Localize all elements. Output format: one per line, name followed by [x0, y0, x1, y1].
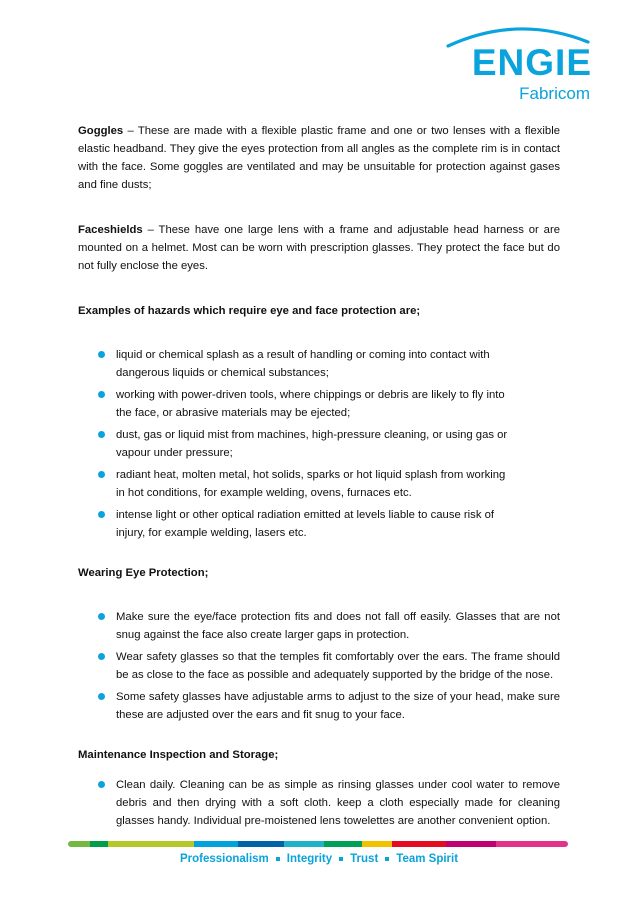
footer-bar-segment: [108, 841, 194, 847]
list-item: liquid or chemical splash as a result of handling or coming into contact with dangerous liquids or chemical substances;: [78, 346, 560, 382]
footer-value: Team Spirit: [396, 853, 459, 865]
bullet-icon: [98, 471, 105, 478]
footer-bar-segment: [362, 841, 392, 847]
hazards-heading: Examples of hazards which require eye and face protection are;: [78, 305, 421, 317]
separator-icon: [339, 857, 343, 861]
footer-value: Professionalism: [179, 853, 269, 865]
wearing-heading: Wearing Eye Protection;: [78, 567, 209, 579]
separator-icon: [385, 857, 389, 861]
footer-value: Integrity: [286, 853, 333, 865]
maintenance-heading: Maintenance Inspection and Storage;: [78, 749, 279, 761]
faceshields-paragraph: [78, 221, 560, 275]
bullet-icon: [98, 653, 105, 660]
bullet-icon: [98, 613, 105, 620]
footer-bar-segment: [238, 841, 284, 847]
faceshields-term: Faceshields: [78, 224, 143, 236]
logo-subbrand: Fabricom: [519, 84, 590, 103]
list-item: intense light or other optical radiation emitted at levels liable to cause risk of injury, for example welding, lasers etc.: [78, 506, 560, 542]
list-item: Wear safety glasses so that the temples fit comfortably over the ears. The frame should be as close to the face as possible and adequately supported by the bridge of the nose.: [78, 648, 560, 684]
list-item: radiant heat, molten metal, hot solids, sparks or hot liquid splash from working in hot conditions, for example welding, ovens, furnaces etc.: [78, 466, 560, 502]
bullet-icon: [98, 351, 105, 358]
bullet-icon: [98, 781, 105, 788]
goggles-term: Goggles: [78, 125, 124, 137]
footer-bar-segment: [446, 841, 496, 847]
bullet-icon: [98, 511, 105, 518]
footer-bar-segment: [194, 841, 238, 847]
footer-color-bar: [68, 841, 568, 847]
logo-brand: ENGIE: [471, 42, 592, 83]
maintenance-list: [78, 776, 560, 830]
footer-values: [0, 853, 638, 865]
list-item: dust, gas or liquid mist from machines, high-pressure cleaning, or using gas or vapour under pressure;: [78, 426, 560, 462]
faceshields-text: – These have one large lens with a frame and adjustable head harness or are mounted on a helmet. Most can be worn with prescription glasses. They protect the face but do not fully enclose the eyes.: [78, 224, 560, 272]
bullet-icon: [98, 391, 105, 398]
bullet-icon: [98, 693, 105, 700]
footer-bar-segment: [90, 841, 108, 847]
footer-bar-segment: [496, 841, 568, 847]
goggles-paragraph: [78, 122, 560, 194]
footer-value: Trust: [350, 853, 379, 865]
footer-bar-segment: [324, 841, 362, 847]
list-item: Make sure the eye/face protection fits and does not fall off easily. Glasses that are not snug against the face also create larger gaps in protection.: [78, 608, 560, 644]
separator-icon: [276, 857, 280, 861]
list-item: Some safety glasses have adjustable arms to adjust to the size of your head, make sure these are adjusted over the ears and fit snug to your face.: [78, 688, 560, 724]
footer-bar-segment: [68, 841, 90, 847]
engie-fabricom-logo: [432, 22, 592, 103]
list-item: working with power-driven tools, where chippings or debris are likely to fly into the face, or abrasive materials may be ejected;: [78, 386, 560, 422]
wearing-list: [78, 608, 560, 724]
footer-bar-segment: [284, 841, 324, 847]
footer-bar-segment: [392, 841, 446, 847]
list-item: Clean daily. Cleaning can be as simple as rinsing glasses under cool water to remove debris and then drying with a soft cloth. keep a cloth especially made for cleaning glasses handy. Individual pre-moistened lens towelettes are another convenient option.: [78, 776, 560, 830]
goggles-text: – These are made with a flexible plastic frame and one or two lenses with a flexible elastic headband. They give the eyes protection from all angles as the complete rim is in contact with the face. Some goggles are ventilated and may be unsuitable for protection against gases and fine dusts;: [78, 125, 560, 191]
document-body: [78, 122, 560, 834]
bullet-icon: [98, 431, 105, 438]
hazards-list: [78, 346, 560, 542]
